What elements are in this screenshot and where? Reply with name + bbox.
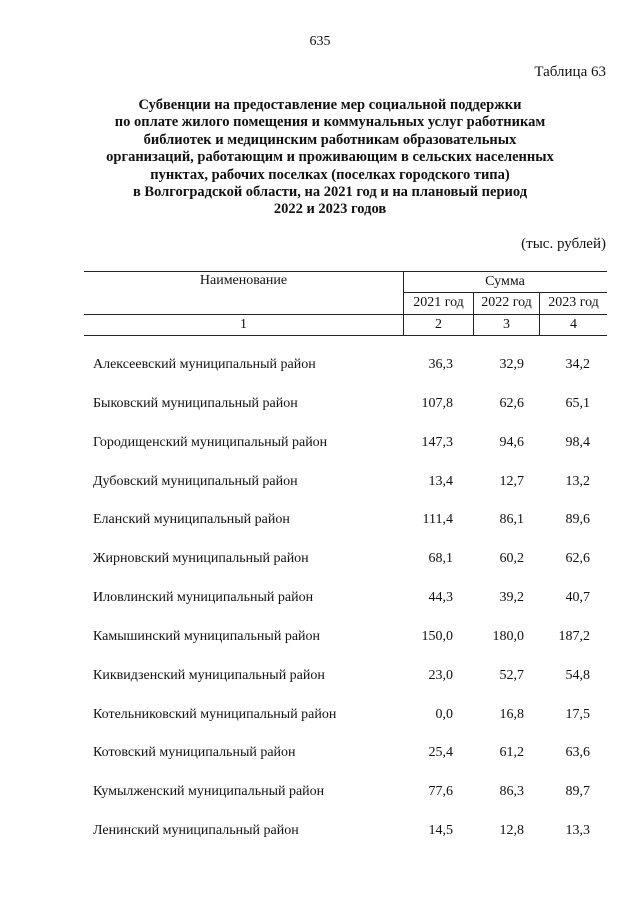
page-number: 635	[309, 34, 331, 49]
column-number-4: 4	[570, 317, 577, 332]
row-value-2022: 94,6	[499, 435, 524, 450]
header-bottom-rule	[84, 335, 607, 336]
header-year-2022: 2022 год	[481, 295, 532, 310]
row-value-2022: 16,8	[499, 707, 524, 722]
table-row	[0, 629, 640, 649]
row-value-2022: 39,2	[499, 590, 524, 605]
row-name: Быковский муниципальный район	[93, 396, 298, 411]
table-row	[0, 668, 640, 688]
row-value-2021: 77,6	[428, 784, 453, 799]
row-name: Котельниковский муниципальный район	[93, 707, 337, 722]
header-top-rule	[84, 271, 607, 272]
row-value-2021: 36,3	[428, 357, 453, 372]
row-value-2022: 60,2	[499, 551, 524, 566]
units-label: (тыс. рублей)	[521, 236, 606, 252]
row-name: Еланский муниципальный район	[93, 512, 290, 527]
row-value-2023: 13,2	[565, 474, 590, 489]
header-name: Наименование	[199, 273, 288, 288]
row-name: Городищенский муниципальный район	[93, 435, 328, 450]
title-line: организаций, работающим и проживающим в сельских населенных	[106, 149, 554, 166]
row-value-2021: 68,1	[428, 551, 453, 566]
table-row	[0, 707, 640, 727]
row-value-2023: 187,2	[558, 629, 590, 644]
row-value-2022: 180,0	[492, 629, 524, 644]
row-value-2023: 17,5	[565, 707, 590, 722]
row-name: Дубовский муниципальный район	[93, 474, 298, 489]
title-line: 2022 и 2023 годов	[273, 201, 387, 218]
table-row	[0, 590, 640, 610]
header-year-rule	[403, 292, 607, 293]
row-name: Жирновский муниципальный район	[93, 551, 309, 566]
row-value-2023: 98,4	[565, 435, 590, 450]
row-value-2022: 61,2	[499, 745, 524, 760]
row-name: Иловлинский муниципальный район	[93, 590, 314, 605]
row-value-2023: 62,6	[565, 551, 590, 566]
row-value-2022: 62,6	[499, 396, 524, 411]
row-value-2023: 89,7	[565, 784, 590, 799]
table-row	[0, 512, 640, 532]
row-value-2023: 40,7	[565, 590, 590, 605]
table-row	[0, 745, 640, 765]
title-line: по оплате жилого помещения и коммунальных услуг работникам	[114, 114, 546, 131]
row-value-2021: 147,3	[421, 435, 453, 450]
document-title	[60, 97, 600, 219]
row-value-2022: 86,1	[499, 512, 524, 527]
row-name: Алексеевский муниципальный район	[93, 357, 316, 372]
title-line: библиотек и медицинским работникам образовательных	[143, 131, 517, 148]
table-row	[0, 435, 640, 455]
column-number-2: 2	[435, 317, 442, 332]
row-value-2023: 13,3	[565, 823, 590, 838]
row-value-2023: 34,2	[565, 357, 590, 372]
row-value-2021: 111,4	[422, 512, 453, 527]
row-value-2021: 150,0	[421, 629, 453, 644]
row-value-2021: 23,0	[428, 668, 453, 683]
table-row	[0, 784, 640, 804]
table-row	[0, 474, 640, 494]
table-row	[0, 823, 640, 843]
row-name: Ленинский муниципальный район	[93, 823, 299, 838]
column-number-1: 1	[240, 317, 247, 332]
row-value-2023: 65,1	[565, 396, 590, 411]
table-header	[84, 271, 607, 336]
header-year-2023: 2023 год	[548, 295, 599, 310]
table-row	[0, 396, 640, 416]
row-value-2022: 52,7	[499, 668, 524, 683]
row-value-2021: 25,4	[428, 745, 453, 760]
table-row	[0, 551, 640, 571]
row-value-2023: 89,6	[565, 512, 590, 527]
row-value-2023: 63,6	[565, 745, 590, 760]
row-value-2021: 44,3	[428, 590, 453, 605]
row-value-2022: 12,8	[499, 823, 524, 838]
header-sum: Сумма	[485, 274, 525, 289]
row-value-2023: 54,8	[565, 668, 590, 683]
table-label: Таблица 63	[534, 64, 606, 80]
row-value-2021: 13,4	[428, 474, 453, 489]
row-name: Котовский муниципальный район	[93, 745, 296, 760]
title-line: Субвенции на предоставление мер социальной поддержки	[138, 97, 522, 113]
row-value-2022: 12,7	[499, 474, 524, 489]
header-mid-rule	[84, 314, 607, 315]
row-name: Киквидзенский муниципальный район	[93, 668, 325, 683]
header-year-2021: 2021 год	[413, 295, 464, 310]
column-number-3: 3	[503, 317, 510, 332]
row-value-2021: 0,0	[435, 707, 453, 722]
row-name: Камышинский муниципальный район	[93, 629, 321, 644]
row-value-2021: 14,5	[428, 823, 453, 838]
row-value-2021: 107,8	[421, 396, 453, 411]
row-value-2022: 86,3	[499, 784, 524, 799]
row-name: Кумылженский муниципальный район	[93, 784, 325, 799]
title-line: в Волгоградской области, на 2021 год и на плановый период	[132, 184, 528, 201]
row-value-2022: 32,9	[499, 357, 524, 372]
table-row	[0, 357, 640, 377]
title-line: пунктах, рабочих поселках (поселках городского типа)	[150, 166, 510, 183]
